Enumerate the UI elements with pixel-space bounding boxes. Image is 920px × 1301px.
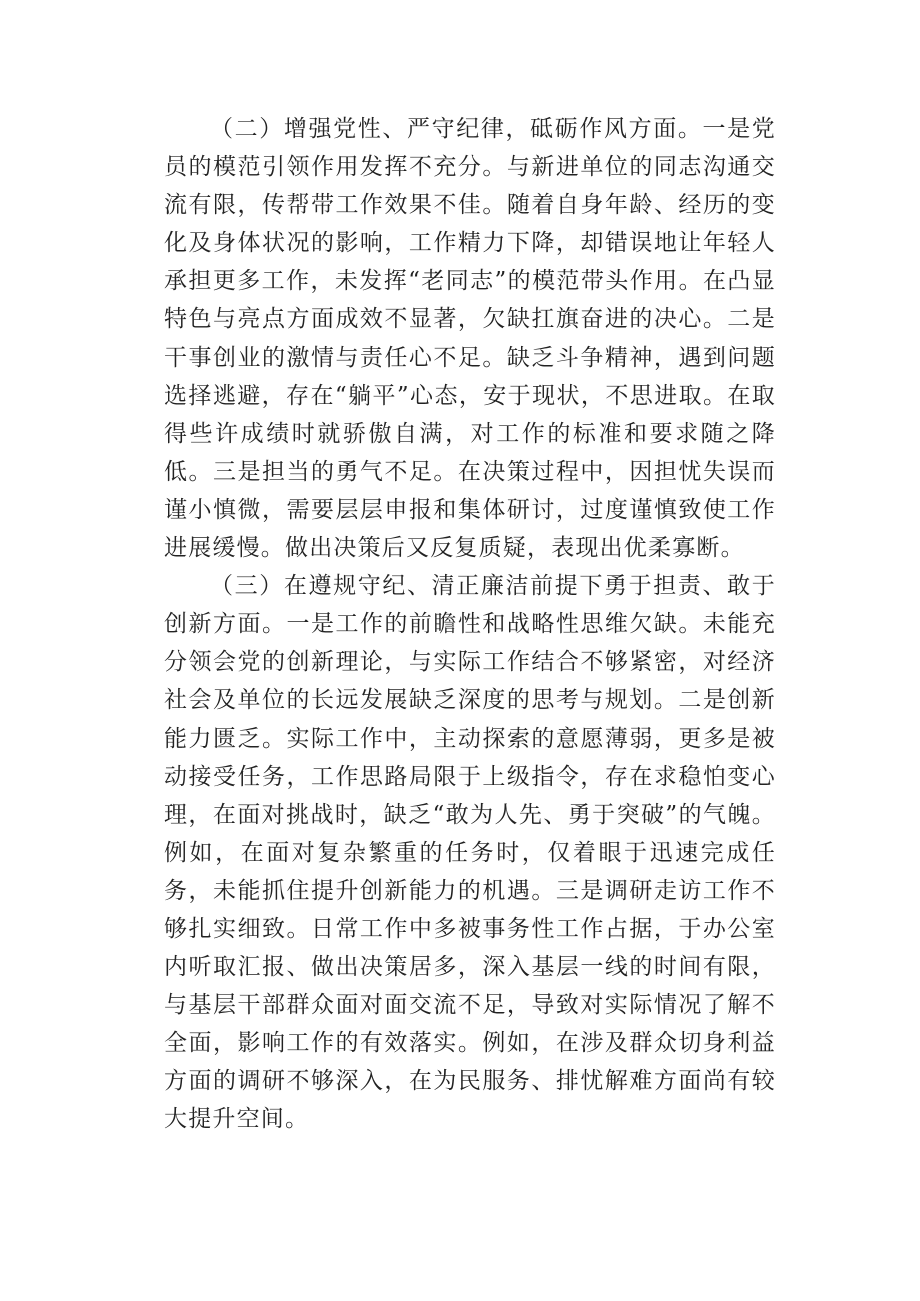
paragraph-section-three: （三）在遵规守纪、清正廉洁前提下勇于担责、敢于创新方面。一是工作的前瞻性和战略性思维欠缺。未能充分领会党的创新理论，与实际工作结合不够紧密，对经济社会及单位的长远发展缺乏深度的思考与规划。二是创新能力匮乏。实际工作中，主动探索的意愿薄弱，更多是被动接受任务，工作思路局限于上级指令，存在求稳怕变心理，在面对挑战时，缺乏“敢为人先、勇于突破”的气魄。例如，在面对复杂繁重的任务时，仅着眼于迅速完成任务，未能抓住提升创新能力的机遇。三是调研走访工作不够扎实细致。日常工作中多被事务性工作占据，于办公室内听取汇报、做出决策居多，深入基层一线的时间有限，与基层干部群众面对面交流不足，导致对实际情况了解不全面，影响工作的有效落实。例如，在涉及群众切身利益方面的调研不够深入，在为民服务、排忧解难方面尚有较大提升空间。 (164, 573, 776, 1133)
paragraph-section-two: （二）增强党性、严守纪律，砥砺作风方面。一是党员的模范引领作用发挥不充分。与新进单位的同志沟通交流有限，传帮带工作效果不佳。随着自身年龄、经历的变化及身体状况的影响，工作精力下降，却错误地让年轻人承担更多工作，未发挥“老同志”的模范带头作用。在凸显特色与亮点方面成效不显著，欠缺扛旗奋进的决心。二是干事创业的激情与责任心不足。缺乏斗争精神，遇到问题选择逃避，存在“躺平”心态，安于现状，不思进取。在取得些许成绩时就骄傲自满，对工作的标准和要求随之降低。三是担当的勇气不足。在决策过程中，因担忧失误而谨小慎微，需要层层申报和集体研讨，过度谨慎致使工作进展缓慢。做出决策后又反复质疑，表现出优柔寡断。 (164, 116, 776, 562)
